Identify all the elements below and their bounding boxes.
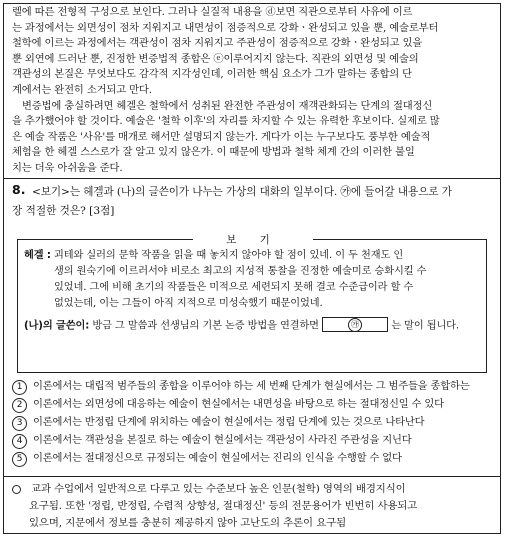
hegel-speech-line: 있었네. 그에 비해 초기의 작품들은 미적으로 세련되지 못해 결코 수준급이라 할 수 (54, 282, 414, 293)
option-4[interactable] (12, 433, 412, 449)
passage-line: 을 추가했어야 할 것이다. 예술은 '철학 이후'의 자리를 차지할 수 있는 유력한 후보이다. 실제로 많 (12, 115, 440, 128)
passage-line: 는 과정에서는 외면성이 점차 지워지고 내면성이 점증적으로 강화ㆍ완성되고 있을 뿐, 예술로부터 (12, 21, 439, 34)
passage-line: 뿐 외연에 드러난 뿐, 진정한 변증법적 종합은 ⓔ이루어지지 않는다. 직관의 외면성 및 예술의 (12, 52, 419, 65)
bogi-title: 보 기 (193, 232, 313, 247)
passage-line: 체험을 한 헤겔 스스로가 잘 알고 있지 않은가. 이 때문에 방법과 철학 체계 간의 이러한 불일 (12, 146, 415, 159)
writer-label: (나)의 글쓴이: (24, 320, 90, 332)
bogi-box (17, 234, 487, 373)
exam-page (3, 3, 501, 534)
option-number: 3 (12, 416, 27, 431)
option-number: 4 (12, 434, 27, 449)
option-number: 5 (12, 452, 27, 467)
commentary-line: 요구됨. 또한 '정립, 반정립, 수렴적 상향성, 절대정신' 등의 전문용어가 빈번히 사용되고 (29, 500, 418, 512)
option-text: 이론에서는 반정립 단계에 위치하는 예술이 현실에서는 정립 단계에 있는 것으로 나타난다 (33, 416, 425, 428)
option-5[interactable] (12, 451, 402, 467)
hegel-speech-line: 괴테와 실러의 문학 작품을 읽을 때 놓치지 않아야 할 점이 있네. 이 두 천재도 인 (54, 250, 404, 261)
option-text: 이론에서는 대립적 범주들의 종합을 이루어야 하는 세 번째 단계가 현실에서는 그 범주들을 종합하는 (33, 380, 470, 392)
option-text: 이론에서는 외면성에 대응하는 예술이 현실에서는 내면성을 바탕으로 하는 절대정신일 수 있다 (33, 398, 444, 410)
passage-section (4, 4, 500, 179)
passage-line: 렐에 따른 전형적 구성으로 보인다. 그러나 실질적 내용을 ⓓ보면 직관으로부터 사유에 이르 (12, 6, 413, 18)
option-2[interactable] (12, 397, 444, 413)
bullet-icon (12, 485, 21, 494)
option-text: 이론에서는 객관성을 본질로 하는 예술이 현실에서는 객관성이 사라진 주관성을 지닌다 (33, 434, 412, 446)
writer-speech: 방금 그 말씀과 선생님의 기본 논증 방법을 연결하면 (92, 320, 319, 332)
commentary-line: 있으며, 지문에서 정보를 충분히 제공하지 않아 고난도의 추론이 요구됨 (29, 517, 347, 529)
question-section (4, 178, 500, 477)
option-1[interactable] (12, 379, 470, 395)
answer-blank (322, 317, 388, 332)
blank-symbol: ㉮ (348, 318, 362, 332)
passage-line: 철학에 이르는 과정에서는 객관성이 점차 지워지고 주관성이 점증적으로 강화ㆍ완성되고 있을 (12, 37, 423, 50)
passage-line: 객관성의 본질은 무엇보다도 감각적 지각성인데, 이러한 핵심 요소가 그가 말하는 종합의 단 (12, 68, 412, 81)
hegel-speech-line: 없었는데, 이는 그들이 아직 지적으로 미성숙했기 때문이었네. (54, 298, 323, 309)
commentary-line: 교과 수업에서 일반적으로 다루고 있는 수준보다 높은 인문(철학) 영역의 배경지식이 (31, 483, 406, 495)
question-stem-cont: 장 적절한 것은? [3점] (12, 205, 115, 217)
option-number: 1 (12, 380, 27, 395)
writer-speech-end: 는 말이 됩니다. (391, 320, 460, 332)
option-text: 이론에서는 절대정신으로 규정되는 예술이 현실에서는 진리의 인식을 수행할 수 없다 (33, 452, 402, 464)
option-3[interactable] (12, 415, 424, 431)
option-number: 2 (12, 398, 27, 413)
passage-line: 은 예술 작품은 '사유'를 매개로 해서만 설명되지 않는가. 게다가 이는 누구보다도 풍부한 예술적 (12, 130, 431, 143)
question-stem: <보기>는 헤겔과 (나)의 글쓴이가 나누는 가상의 대화의 일부이다. ㉮에 들어갈 내용으로 가 (32, 186, 452, 198)
passage-line: 계에서는 완전히 소거되고 만다. (12, 84, 152, 96)
question-number: 8. (12, 182, 26, 197)
commentary-section (4, 477, 500, 533)
passage-line: 치는 더욱 아쉬움을 준다. (12, 162, 123, 174)
hegel-label: 헤겔 : (24, 250, 51, 261)
hegel-speech-line: 생의 원숙기에 이르러서야 비로소 최고의 지성적 통찰을 진정한 예술미로 승화시킬 수 (54, 266, 427, 277)
passage-line: 변증법에 충실하려면 헤겔은 철학에서 성취된 완전한 주관성이 재객관화되는 단계의 절대정신 (22, 99, 433, 112)
